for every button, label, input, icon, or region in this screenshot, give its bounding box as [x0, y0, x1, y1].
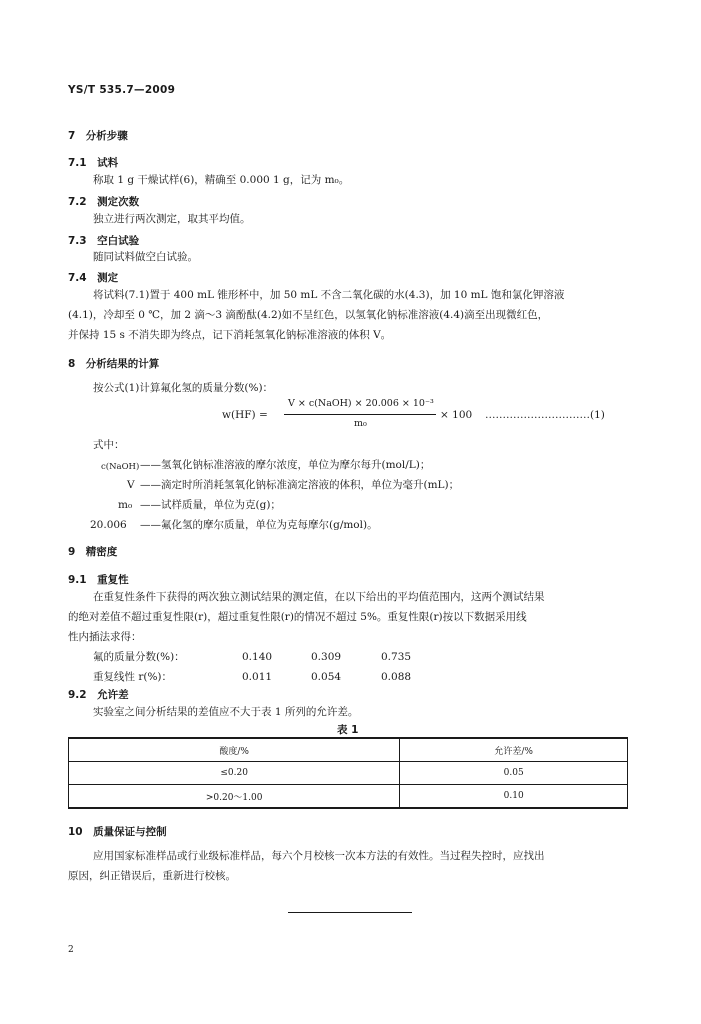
standard-number: YS/T 535.7—2009: [68, 84, 176, 96]
section-10-title: 10 质量保证与控制: [68, 826, 167, 838]
section-9-title: 9 精密度: [68, 546, 118, 558]
section-9-2-text: 实验室之间分析结果的差值应不大于表 1 所列的允许差。: [93, 706, 359, 718]
section-9-2-title: 9.2 允许差: [68, 689, 129, 701]
end-rule: [288, 912, 412, 913]
repeatability-value-1: 0.011: [242, 671, 273, 683]
table-title: 表 1: [337, 724, 359, 736]
tolerance-table: [68, 737, 628, 809]
section-7-title: 7 分析步骤: [68, 130, 128, 142]
table-header-tolerance: 允许差/%: [400, 738, 628, 762]
section-7-4-line-2: (4.1)，冷却至 0 ℃，加 2 滴～3 滴酚酞(4.2)如不呈红色，以氢氧化钠标准溶液(4.4)滴至出现微红色，: [68, 309, 549, 321]
table-cell: 0.05: [400, 762, 628, 785]
section-7-3-text: 随同试料做空白试验。: [93, 251, 198, 263]
def-3-symbol: m₀: [118, 499, 133, 511]
table-cell: ≤0.20: [69, 762, 400, 785]
formula-number: …………………………(1): [485, 409, 605, 421]
table-header-row: [69, 738, 628, 762]
section-8-title: 8 分析结果的计算: [68, 358, 160, 370]
formula-denominator: m₀: [354, 418, 367, 429]
section-7-3-title: 7.3 空白试验: [68, 235, 140, 247]
def-2-text: ——滴定时所消耗氢氧化钠标准滴定溶液的体积，单位为毫升(mL)；: [140, 479, 460, 491]
section-9-1-line-3: 性内插法求得：: [68, 631, 142, 643]
repeatability-value-3: 0.088: [381, 671, 412, 683]
def-2-symbol: V: [127, 479, 135, 491]
table-row: [69, 762, 628, 785]
section-7-2-title: 7.2 测定次数: [68, 196, 140, 208]
where-label: 式中：: [93, 439, 125, 451]
repeatability-value-2: 0.054: [311, 671, 342, 683]
def-3-text: ——试样质量，单位为克(g)；: [140, 499, 281, 511]
fluorine-value-2: 0.309: [311, 651, 342, 663]
fluorine-value-1: 0.140: [242, 651, 273, 663]
section-7-1-text: 称取 1 g 干燥试样(6)，精确至 0.000 1 g，记为 m₀。: [93, 174, 350, 186]
section-10-line-1: 应用国家标准样品或行业级标准样品，每六个月校核一次本方法的有效性。当过程失控时，应找出: [93, 850, 545, 862]
def-1-text: ——氢氧化钠标准溶液的摩尔浓度，单位为摩尔每升(mol/L)；: [140, 459, 431, 471]
section-9-1-title: 9.1 重复性: [68, 574, 129, 586]
formula-intro: 按公式(1)计算氟化氢的质量分数(%)：: [93, 382, 274, 394]
table-header-acidity: 酸度/%: [69, 738, 400, 762]
fluorine-value-3: 0.735: [381, 651, 412, 663]
table-row: [69, 785, 628, 809]
def-4-text: ——氟化氢的摩尔质量，单位为克每摩尔(g/mol)。: [140, 519, 378, 531]
repeatability-row-label: 重复线性 r(%)：: [93, 671, 173, 683]
formula-rhs: × 100: [440, 409, 473, 421]
formula-numerator: V × c(NaOH) × 20.006 × 10⁻³: [288, 398, 434, 409]
def-4-symbol: 20.006: [90, 519, 127, 531]
page-number: 2: [68, 945, 74, 955]
section-7-4-line-3: 并保持 15 s 不消失即为终点，记下消耗氢氧化钠标准溶液的体积 V。: [68, 329, 392, 341]
section-7-4-line-1: 将试料(7.1)置于 400 mL 锥形杯中，加 50 mL 不含二氧化碳的水(4.3)，加 10 mL 饱和氯化钾溶液: [93, 289, 565, 301]
section-9-1-line-2: 的绝对差值不超过重复性限(r)，超过重复性限(r)的情况不超过 5%。重复性限(r)按以下数据采用线: [68, 611, 527, 623]
section-9-1-line-1: 在重复性条件下获得的两次独立测试结果的测定值，在以下给出的平均值范围内，这两个测试结果: [93, 591, 545, 603]
fluorine-row-label: 氟的质量分数(%)：: [93, 651, 185, 663]
section-7-4-title: 7.4 测定: [68, 272, 119, 284]
section-7-1-title: 7.1 试料: [68, 157, 119, 169]
def-1-symbol: c(NaOH): [101, 462, 140, 472]
table-cell: >0.20～1.00: [69, 785, 400, 809]
formula-lhs: w(HF) =: [222, 409, 268, 421]
section-10-line-2: 原因，纠正错误后，重新进行校核。: [68, 870, 236, 882]
section-7-2-text: 独立进行两次测定，取其平均值。: [93, 213, 251, 225]
table-cell: 0.10: [400, 785, 628, 809]
